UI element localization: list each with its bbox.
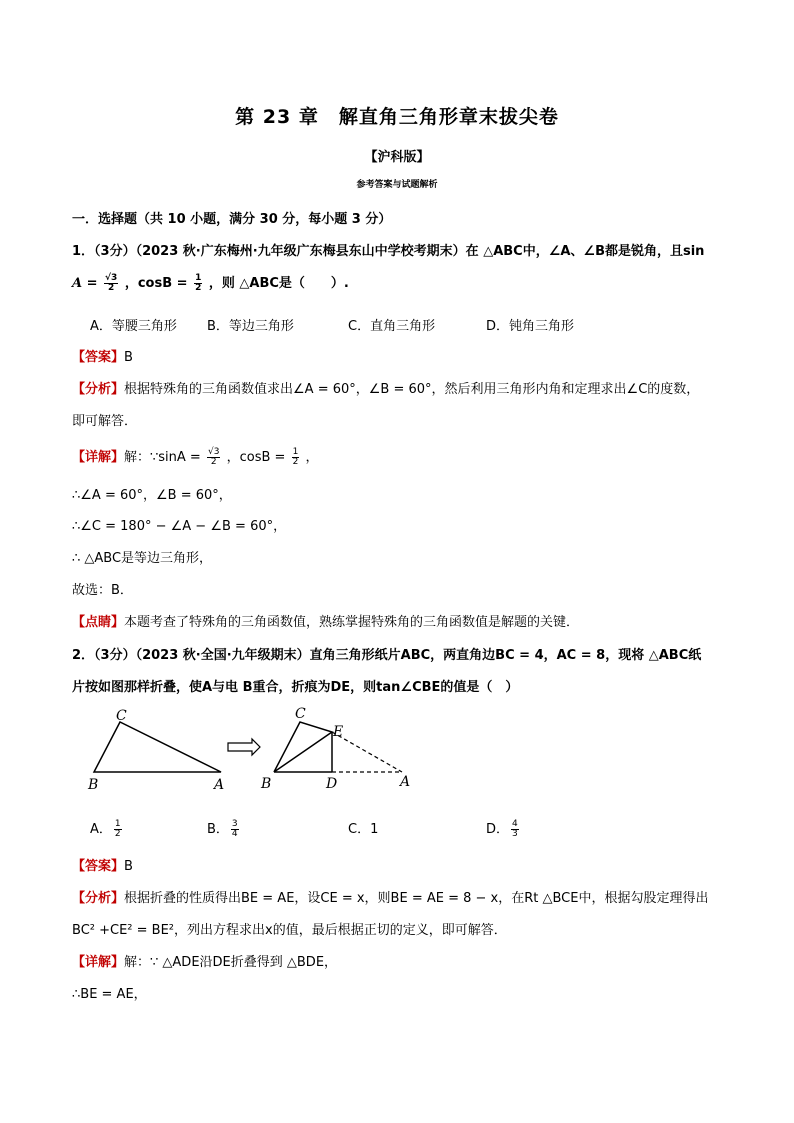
q2-stem-line2: 片按如图那样折叠，使A与电 B重合，折痕为DE，则tan∠CBE的值是（ ） bbox=[72, 680, 519, 695]
q2-option-b: B． $\frac{3}{4}$ bbox=[207, 819, 238, 839]
label-b2: B bbox=[261, 776, 272, 792]
q1-stem-line1: 1．（3分）（2023 秋·广东梅州·九年级广东梅县东山中学校考期末）在 △ABC中，∠A、∠B都是锐角，且sin bbox=[72, 244, 705, 259]
q1-option-a: A．等腰三角形 bbox=[90, 319, 177, 334]
q1-analysis-line1: 【分析】根据特殊角的三角函数值求出∠A = 60°，∠B = 60°，然后利用三角形内角和定理求出∠C的度数， bbox=[72, 382, 700, 397]
q2-analysis-line2: BC² +CE² = BE²，列出方程求出x的值，最后根据正切的定义，即可解答． bbox=[72, 923, 507, 938]
label-c2: C bbox=[295, 706, 306, 722]
q2-option-c: C．1 bbox=[348, 822, 379, 837]
label-a: A bbox=[214, 777, 225, 793]
q1-stem-line2: A = $\frac{√3}{2}$ ，cosB = $\frac{1}{2}$ ，则 △ABC是（ ）. bbox=[72, 273, 349, 293]
subtitle: 参考答案与试题解析 bbox=[356, 180, 438, 190]
q1-answer: 【答案】B bbox=[72, 350, 133, 365]
section-heading: 一．选择题（共 10 小题，满分 30 分，每小题 3 分） bbox=[72, 212, 392, 227]
fraction-sqrt3-over-2: $\frac{√3}{2}$ bbox=[105, 273, 118, 293]
q2-option-d: D． $\frac{4}{3}$ bbox=[486, 819, 518, 839]
q2-detail-line1: 【详解】解：∵ △ADE沿DE折叠得到 △BDE， bbox=[72, 955, 338, 970]
q1-comment: 【点睛】本题考查了特殊角的三角函数值，熟练掌握特殊角的三角函数值是解题的关键． bbox=[72, 615, 580, 630]
q1-option-d: D．钝角三角形 bbox=[486, 319, 575, 334]
q2-stem-line1: 2．（3分）（2023 秋·全国·九年级期末）直角三角形纸片ABC，两直角边BC = 4，AC = 8，现将 △ABC纸 bbox=[72, 648, 702, 663]
page-title: 第 23 章 解直角三角形章末拔尖卷 bbox=[235, 106, 559, 128]
fraction-1-over-2: $\frac{1}{2}$ bbox=[195, 273, 202, 293]
label-d: D bbox=[326, 776, 338, 792]
label-a2: A bbox=[400, 774, 411, 790]
triangle-abc bbox=[94, 722, 221, 772]
q1-analysis-line2: 即可解答． bbox=[72, 414, 138, 429]
q1-step2: ∴∠C = 180° − ∠A − ∠B = 60°， bbox=[72, 519, 287, 534]
q1-step3: ∴ △ABC是等边三角形， bbox=[72, 551, 213, 566]
q1-step1: ∴∠A = 60°，∠B = 60°， bbox=[72, 488, 232, 503]
q2-detail-line2: ∴BE = AE， bbox=[72, 987, 147, 1002]
q2-option-a: A． $\frac{1}{2}$ bbox=[90, 819, 121, 839]
q1-detail-intro: 【详解】解：∵sinA = $\frac{√3}{2}$ ，cosB = $\frac{1}{2}$ ， bbox=[72, 447, 319, 467]
folding-figure bbox=[80, 700, 430, 800]
q1-choose: 故选：B． bbox=[72, 583, 133, 598]
triangle-bce bbox=[274, 722, 332, 772]
label-e: E bbox=[333, 724, 344, 740]
label-c: C bbox=[116, 708, 127, 724]
q2-answer: 【答案】B bbox=[72, 859, 133, 874]
q1-option-c: C．直角三角形 bbox=[348, 319, 436, 334]
label-b: B bbox=[88, 777, 99, 793]
edition-label: 【沪科版】 bbox=[364, 150, 430, 165]
q2-analysis-line1: 【分析】根据折叠的性质得出BE = AE，设CE = x，则BE = AE = 8 − x，在Rt △BCE中，根据勾股定理得出 bbox=[72, 891, 709, 906]
q1-option-b: B．等边三角形 bbox=[207, 319, 294, 334]
fold-arrow-icon bbox=[228, 739, 260, 755]
